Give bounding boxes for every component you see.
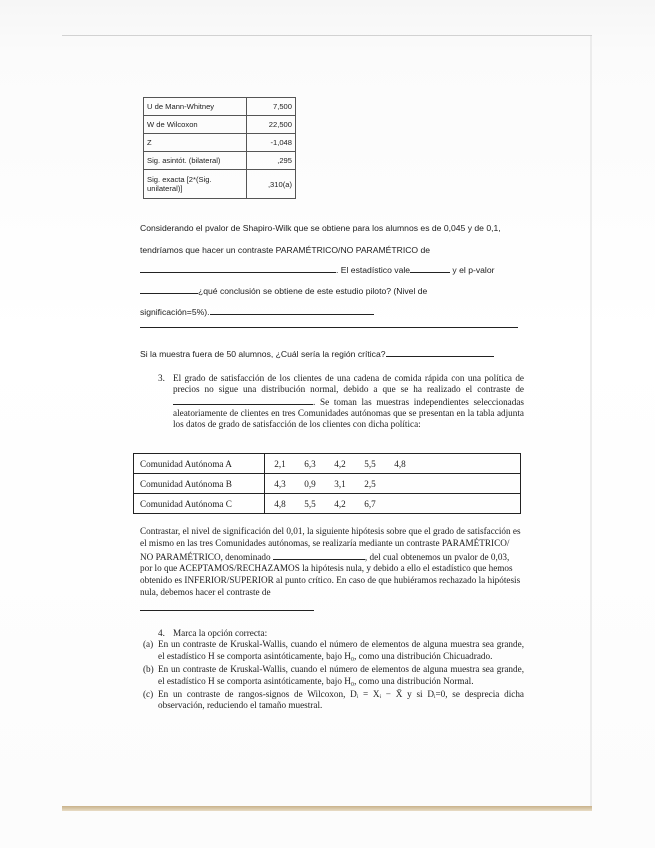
- table-row: [144, 116, 296, 134]
- table-cell: 4,8: [265, 494, 296, 514]
- answer-blank[interactable]: [210, 305, 374, 315]
- statistic-text: . El estadístico vale: [336, 265, 411, 275]
- contrast-text-b: , del cual obtenemos un pvalor de 0,03, por lo que ACEPTAMOS/RECHAZAMOS la hipótesis nula, y debido a ello el estadístico que hemos obtenido es INFERIOR/SUPERIOR al punto crítico. En caso de que hubiéramos rechazado la hipótesis nula, debemos hacer el contraste de: [140, 551, 521, 597]
- answer-blank[interactable]: [173, 395, 313, 405]
- option-label: (b): [143, 664, 154, 675]
- table-row: [134, 474, 521, 494]
- table-cell: 5,5: [355, 454, 385, 474]
- stat-value: 7,500: [247, 98, 296, 116]
- option-label: (a): [143, 639, 154, 650]
- stat-label: W de Wilcoxon: [144, 116, 247, 134]
- option-text: En un contraste de Kruskal-Wallis, cuando el número de elementos de alguna muestra sea grande, el estadístico H se comporta asintóticamente, bajo H₀, como una distribución Normal.: [158, 664, 524, 686]
- pvalue-text: y el p-valor: [450, 265, 495, 275]
- table-cell: 2,5: [355, 474, 385, 494]
- option-text: En un contraste de Kruskal-Wallis, cuando el número de elementos de alguna muestra sea grande, el estadístico H se comporta asintóticamente, bajo H₀, como una distribución Chicuadrado.: [158, 639, 524, 661]
- stat-value: 22,500: [247, 116, 296, 134]
- table-row: [144, 152, 296, 170]
- table-row: [144, 170, 296, 199]
- stat-label: U de Mann-Whitney: [144, 98, 247, 116]
- answer-blank[interactable]: [140, 263, 336, 273]
- question-number: 4.: [158, 628, 165, 638]
- question-4-title: [158, 628, 524, 639]
- table-row: [134, 454, 521, 474]
- answer-blank[interactable]: [140, 284, 198, 294]
- significance-text: significación=5%).: [140, 307, 210, 317]
- contrast-text-a: Contrastar, el nivel de significación del 0,01, la siguiente hipótesis sobre que el grado de satisfacción es el mismo en las tres Comunidades autónomas, se realizaría mediante un contraste PARAMÉTRICO/ NO PARAMÉTRICO, denominado: [140, 526, 521, 562]
- table-cell: 0,9: [295, 474, 325, 494]
- shapiro-paragraph-line3: [140, 263, 520, 276]
- answer-blank[interactable]: [386, 347, 494, 357]
- question-number: 3.: [158, 373, 165, 383]
- stat-label: Sig. asintót. (bilateral): [144, 152, 247, 170]
- shapiro-paragraph-line4: [140, 284, 520, 297]
- region-name: Comunidad Autónoma B: [134, 474, 265, 494]
- question-3-text-b: . Se toman las muestras independientes seleccionadas aleatoriamente de clientes en tres Comunidades autónomas que se presentan en la tabla adjunta los datos de grado de satisfacción de los clientes con dicha política:: [173, 397, 524, 429]
- table-cell: 4,8: [385, 454, 415, 474]
- table-cell: 6,7: [355, 494, 385, 514]
- stat-value: ,295: [247, 152, 296, 170]
- answer-blank[interactable]: [273, 550, 365, 560]
- right-edge-shadow: [590, 36, 592, 806]
- table-row: [144, 134, 296, 152]
- table-cell-empty: [415, 474, 521, 494]
- critical-region-question: [140, 347, 520, 360]
- answer-blank[interactable]: [410, 263, 450, 273]
- stat-label: Z: [144, 134, 247, 152]
- question-3-text-a: El grado de satisfacción de los clientes de una cadena de comida rápida con una política de precios no sigue una distribución normal, debido a que se ha realizado el contraste de: [173, 373, 524, 394]
- question-4-title-text: Marca la opción correcta:: [173, 628, 268, 638]
- shapiro-paragraph-line2: tendríamos que hacer un contraste PARAMÉTRICO/NO PARAMÉTRICO de: [140, 245, 431, 255]
- option-text: En un contraste de rangos-signos de Wilcoxon, Dᵢ = Xᵢ − X̄ y si Dᵢ=0, se desprecia dicha observación, reduciendo el tamaño muestral.: [158, 689, 524, 711]
- option-b[interactable]: [143, 664, 524, 687]
- option-label: (c): [143, 689, 154, 700]
- conclusion-question: ¿qué conclusión se obtiene de este estudio piloto? (Nivel de: [198, 286, 428, 296]
- top-edge-line: [62, 35, 592, 36]
- test-statistics-table: [143, 97, 296, 199]
- table-cell: 4,3: [265, 474, 296, 494]
- answer-line[interactable]: [140, 327, 518, 328]
- table-cell: 4,2: [325, 494, 355, 514]
- critical-region-text: Si la muestra fuera de 50 alumnos, ¿Cuál sería la región crítica?: [140, 349, 386, 359]
- bottom-edge-line: [62, 806, 592, 811]
- contrast-paragraph: [140, 526, 522, 599]
- table-row: [144, 98, 296, 116]
- satisfaction-table: [133, 453, 521, 514]
- shapiro-paragraph-line5: [140, 305, 520, 318]
- stat-value: -1,048: [247, 134, 296, 152]
- table-row: [134, 494, 521, 514]
- shapiro-paragraph-line1: Considerando el pvalor de Shapiro-Wilk que se obtiene para los alumnos es de 0,045 y de 0,1,: [140, 223, 501, 233]
- table-cell: 6,3: [295, 454, 325, 474]
- table-cell: [385, 494, 415, 514]
- option-a[interactable]: [143, 639, 524, 662]
- stat-value: ,310(a): [247, 170, 296, 199]
- table-cell-empty: [415, 494, 521, 514]
- stat-label: Sig. exacta [2*(Sig. unilateral)]: [144, 170, 247, 199]
- question-3: [158, 373, 524, 430]
- option-c[interactable]: [143, 689, 524, 712]
- question-3-text: [173, 373, 524, 430]
- answer-line[interactable]: [140, 610, 314, 611]
- table-cell: 2,1: [265, 454, 296, 474]
- region-name: Comunidad Autónoma C: [134, 494, 265, 514]
- table-cell: 3,1: [325, 474, 355, 494]
- table-cell: [385, 474, 415, 494]
- table-cell-empty: [415, 454, 521, 474]
- table-cell: 4,2: [325, 454, 355, 474]
- table-cell: 5,5: [295, 494, 325, 514]
- region-name: Comunidad Autónoma A: [134, 454, 265, 474]
- question-4: [143, 628, 524, 712]
